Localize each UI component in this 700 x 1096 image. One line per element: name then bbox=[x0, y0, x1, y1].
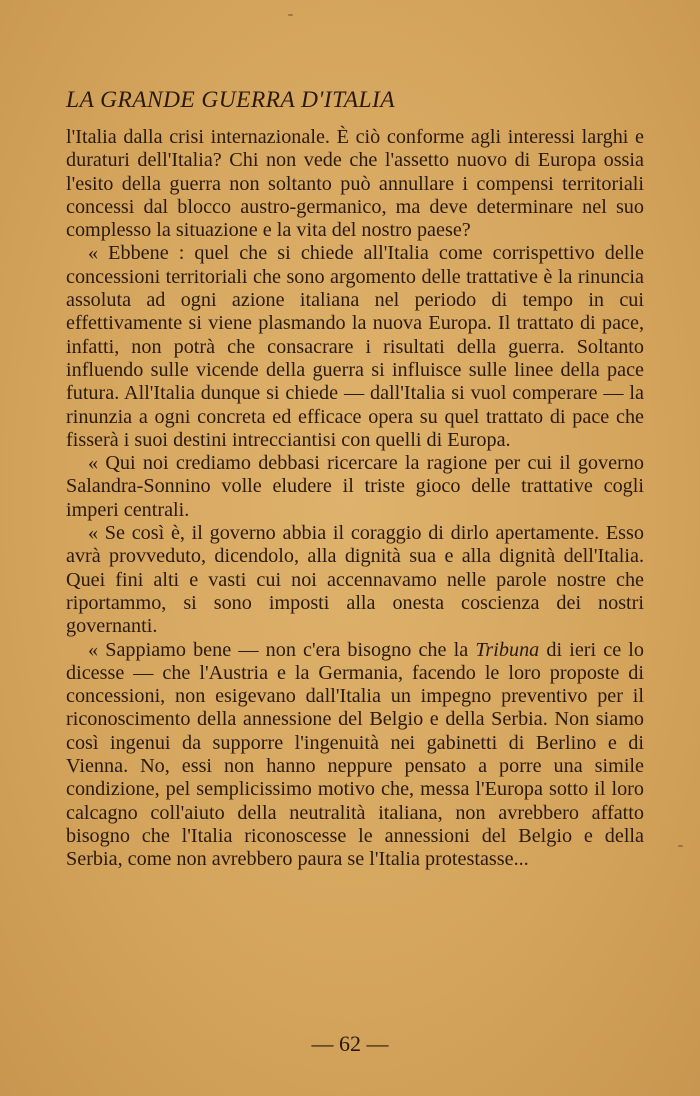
page-number: — 62 — bbox=[311, 1031, 389, 1056]
paragraph-3 bbox=[66, 452, 644, 522]
paragraph-1-text: l'Italia dalla crisi internazionale. È ciò conforme agli interessi larghi e duraturi dell'Italia? Chi non vede che l'assetto nuovo di Europa ossia l'esito della guerra non soltanto può annullare i compensi territoriali concessi dal blocco austro-germanico, ma deve determinare nel suo complesso la situazione e la vita del nostro paese? bbox=[66, 126, 644, 242]
paragraph-2 bbox=[66, 242, 644, 452]
running-title: LA GRANDE GUERRA D'ITALIA bbox=[66, 87, 395, 113]
paragraph-4 bbox=[66, 522, 644, 638]
paper-speck bbox=[288, 14, 293, 16]
body-text bbox=[66, 126, 644, 872]
paper-speck bbox=[678, 845, 683, 847]
paragraph-2-text: « Ebbene : quel che si chiede all'Italia come corrispettivo delle concessioni territoriali che sono argomento delle trattative è la rinuncia assoluta ad ogni azione italiana nel periodo di tempo in cui effettivamente si viene plasmando la nuova Europa. Il trattato di pace, infatti, non potrà che consacrare i risultati della guerra. Soltanto influendo sulle vicende della guerra si influisce sulle linee della pace futura. All'Italia dunque si chiede — dall'Italia si vuol comperare — la rinunzia a ogni concreta ed efficace opera su quel trattato di pace che fisserà i suoi destini intrecciantisi con quelli di Europa. bbox=[66, 242, 644, 451]
paragraph-5 bbox=[66, 639, 644, 872]
paragraph-5-text-before: « Sappiamo bene — non c'era bisogno che la bbox=[88, 638, 476, 661]
paragraph-1 bbox=[66, 126, 644, 242]
paragraph-5-text-after: di ieri ce lo dicesse — che l'Austria e la Germania, facendo le loro proposte di concessioni, non esigevano dall'Italia un impegno preventivo per il riconoscimento della annessione del Belgio e della Serbia. Non siamo così ingenui da supporre l'ingenuità nei gabinetti di Berlino e di Vienna. No, essi non hanno neppure pensato a porre una simile condizione, pel semplicissimo motivo che, messa l'Europa sotto il loro calcagno coll'aiuto della neutralità italiana, non avrebbero affatto bisogno che l'Italia riconoscesse le annessioni del Belgio e della Serbia, come non avrebbero paura se l'Italia protestasse... bbox=[66, 638, 644, 871]
paragraph-3-text: « Qui noi crediamo debbasi ricercare la ragione per cui il governo Salandra-Sonnino volle eludere il triste gioco delle trattative cogli imperi centrali. bbox=[66, 452, 644, 521]
paragraph-4-text: « Se così è, il governo abbia il coraggio di dirlo apertamente. Esso avrà provveduto, dicendolo, alla dignità sua e alla dignità dell'Italia. Quei fini alti e vasti cui noi accennavamo nelle parole nostre che riportammo, si sono imposti alla onesta coscienza dei nostri governanti. bbox=[66, 522, 644, 638]
page-content bbox=[66, 84, 644, 872]
paragraph-5-italic-title: Tribuna bbox=[475, 638, 540, 661]
